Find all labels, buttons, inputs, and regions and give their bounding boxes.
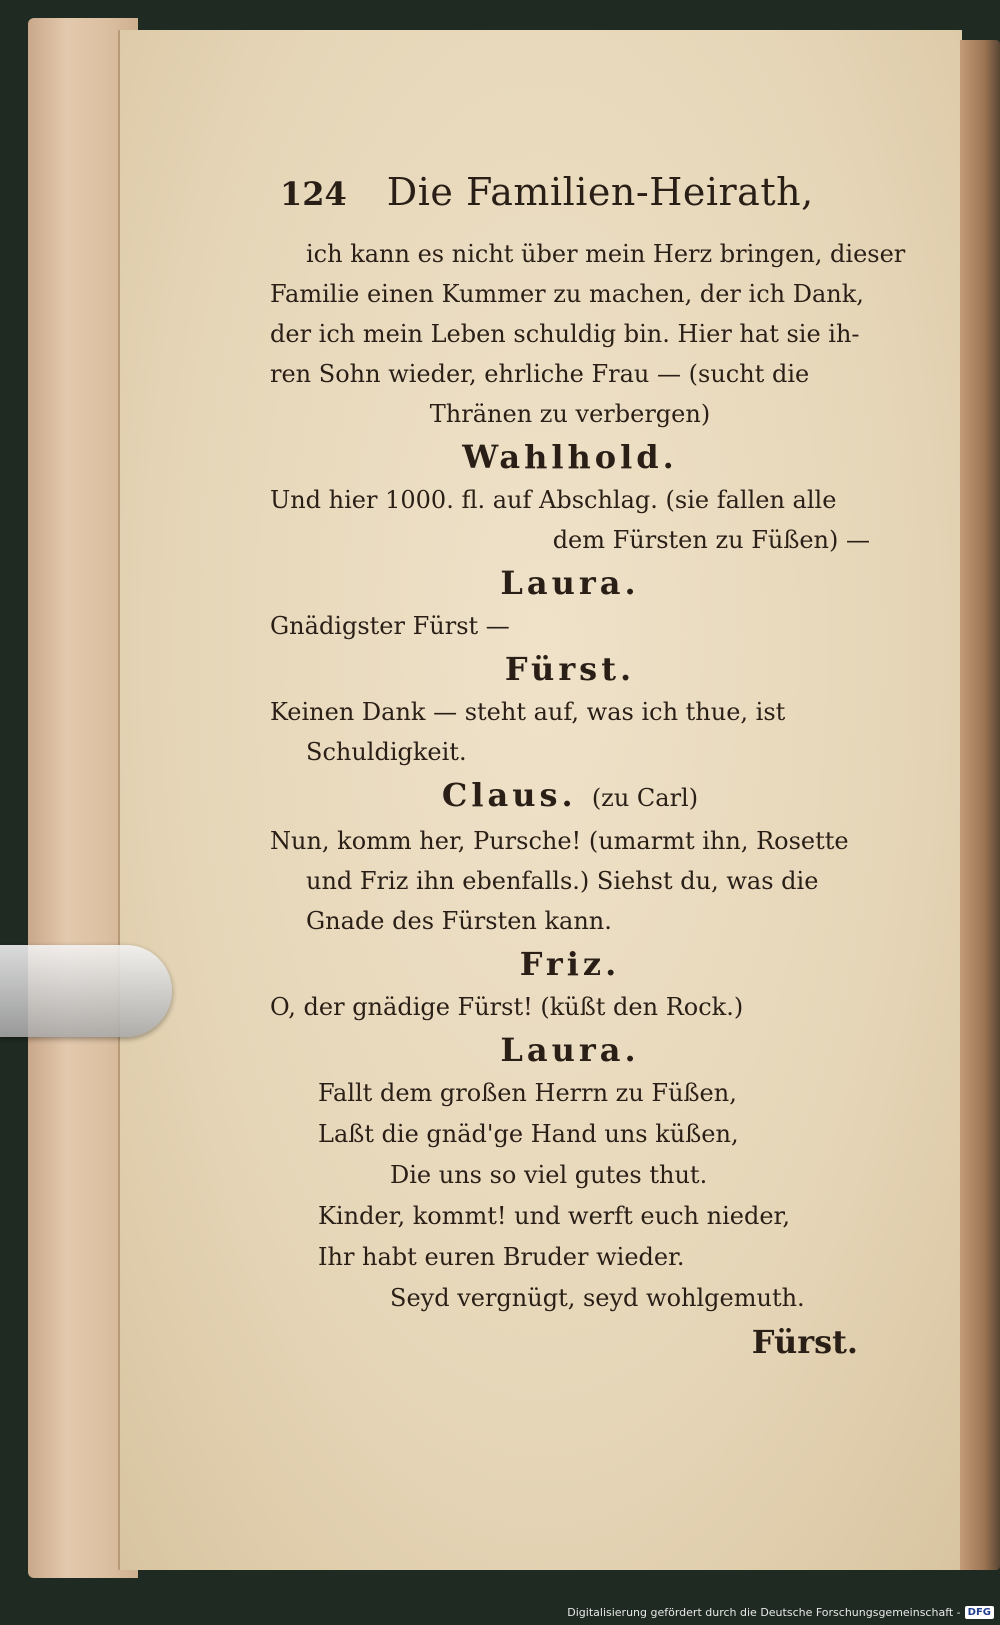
text-line: der ich mein Leben schuldig bin. Hier hat sie ih- bbox=[270, 320, 860, 348]
speaker-name: Laura. bbox=[500, 564, 640, 602]
text-line: Nun, komm her, Pursche! (umarmt ihn, Rosette bbox=[270, 827, 849, 855]
page-text bbox=[270, 170, 906, 1361]
verse-line: Fallt dem großen Herrn zu Füßen, bbox=[318, 1079, 737, 1107]
footer-text: Digitalisierung gefördert durch die Deutsche Forschungsgemeinschaft - bbox=[567, 1606, 961, 1619]
text-line: Schuldigkeit. bbox=[306, 738, 467, 766]
verse-line: Kinder, kommt! und werft euch nieder, bbox=[318, 1202, 790, 1230]
page-header bbox=[280, 170, 870, 214]
verse-line: Laßt die gnäd'ge Hand uns küßen, bbox=[318, 1120, 739, 1148]
verse-line: Die uns so viel gutes thut. bbox=[390, 1161, 708, 1189]
running-title: Die Familien-Heirath, bbox=[386, 170, 814, 214]
speaker-name: Laura. bbox=[500, 1031, 640, 1069]
digitization-footer bbox=[567, 1606, 994, 1619]
speaker-heading bbox=[270, 772, 870, 821]
verse-line: Ihr habt euren Bruder wieder. bbox=[318, 1243, 685, 1271]
text-line: Gnade des Fürsten kann. bbox=[306, 907, 612, 935]
text-line: Gnädigster Fürst — bbox=[270, 612, 510, 640]
speaker-name: Fürst. bbox=[504, 650, 636, 688]
dfg-logo: DFG bbox=[965, 1606, 994, 1619]
text-line: und Friz ihn ebenfalls.) Siehst du, was die bbox=[306, 867, 819, 895]
text-line: O, der gnädige Fürst! (küßt den Rock.) bbox=[270, 993, 744, 1021]
speaker-name: Friz. bbox=[519, 945, 621, 983]
verse-line: Seyd vergnügt, seyd wohlgemuth. bbox=[390, 1284, 805, 1312]
speaker-name: Wahlhold. bbox=[462, 438, 678, 476]
book-page-edge-right bbox=[960, 40, 1000, 1570]
catchword: Fürst. bbox=[751, 1323, 858, 1361]
text-line: dem Fürsten zu Füßen) — bbox=[552, 526, 870, 554]
page-holder-clip bbox=[0, 945, 172, 1037]
speaker-name: Claus. bbox=[441, 776, 577, 814]
text-line: Und hier 1000. fl. auf Abschlag. (sie fallen alle bbox=[270, 486, 837, 514]
stage-direction: (zu Carl) bbox=[591, 784, 699, 812]
text-line: Thränen zu verbergen) bbox=[429, 400, 711, 428]
page-number: 124 bbox=[280, 175, 347, 213]
text-line: ich kann es nicht über mein Herz bringen, dieser bbox=[306, 240, 906, 268]
text-line: Keinen Dank — steht auf, was ich thue, ist bbox=[270, 698, 786, 726]
text-line: Familie einen Kummer zu machen, der ich Dank, bbox=[270, 280, 864, 308]
text-line: ren Sohn wieder, ehrliche Frau — (sucht die bbox=[270, 360, 810, 388]
